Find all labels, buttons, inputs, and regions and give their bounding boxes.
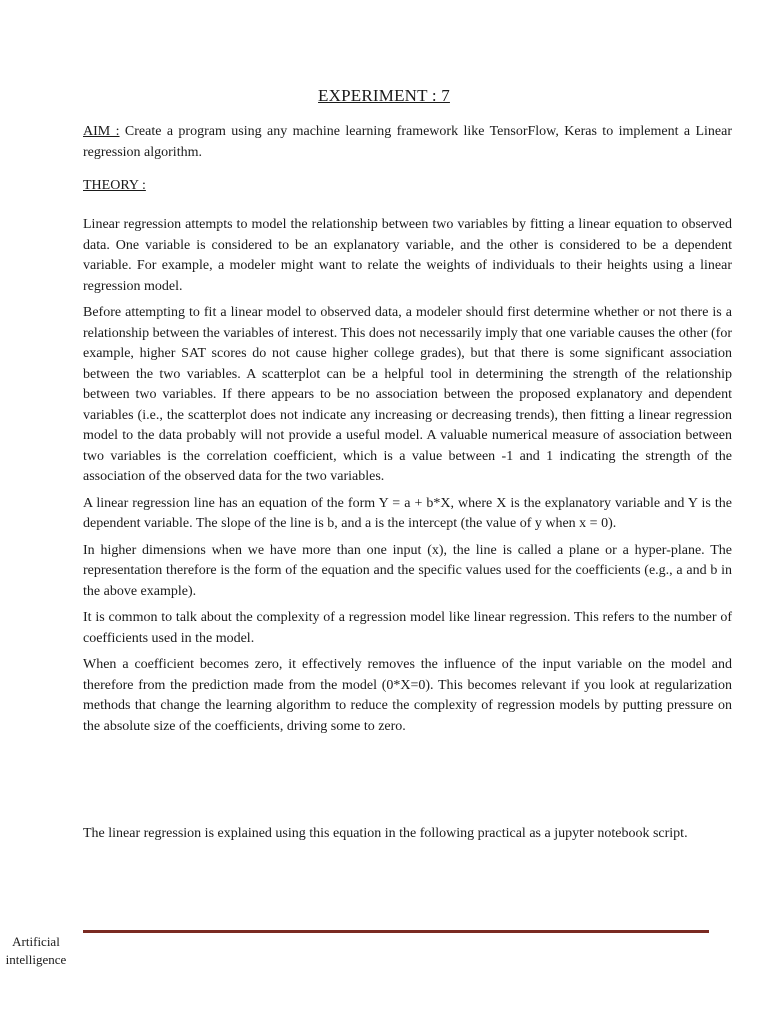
aim-text: Create a program using any machine learning framework like TensorFlow, Keras to implement a Linear regression algorithm.: [83, 124, 732, 160]
theory-paragraph: Linear regression attempts to model the relationship between two variables by fitting a linear equation to observed data. One variable is considered to be an explanatory variable, and the other is considered to be a dependent variable. For example, a modeler might want to relate the weights of individuals to their heights using a linear regression model.: [83, 217, 732, 294]
aim-label: AIM :: [83, 124, 120, 139]
footer-label-line: intelligence: [5, 952, 67, 967]
footer-label: [0, 933, 72, 969]
theory-paragraph: Before attempting to fit a linear model to observed data, a modeler should first determine whether or not there is a relationship between the variables of interest. This does not necessarily imply that one variable causes the other (for example, higher SAT scores do not cause higher college grades), but that there is some significant association between the two variables. A scatterplot can be a helpful tool in determining the strength of the relationship between two variables. If there appears to be no association between the proposed explanatory and dependent variables (i.e., the scatterplot does not indicate any increasing or decreasing trends), then fitting a linear regression model to the data probably will not provide a useful model. A valuable numerical measure of association between two variables is the correlation coefficient, which is a value between -1 and 1 indicating the strength of the association of the observed data for the two variables.: [83, 305, 732, 484]
theory-paragraph: A linear regression line has an equation of the form Y = a + b*X, where X is the explanatory variable and Y is the dependent variable. The slope of the line is b, and a is the intercept (the value of y when x = 0).: [83, 495, 732, 531]
closing-paragraph: The linear regression is explained using this equation in the following practical as a jupyter notebook script.: [83, 826, 688, 841]
theory-body: [83, 215, 732, 743]
theory-heading: THEORY :: [83, 178, 146, 193]
theory-paragraph: It is common to talk about the complexity of a regression model like linear regression. This refers to the number of coefficients used in the model.: [83, 610, 732, 646]
page-title: EXPERIMENT : 7: [318, 86, 450, 105]
aim-statement: [83, 121, 732, 163]
footer-divider: [83, 930, 709, 933]
footer-label-line: Artificial: [12, 934, 60, 949]
theory-paragraph: In higher dimensions when we have more than one input (x), the line is called a plane or a hyper-plane. The representation therefore is the form of the equation and the specific values used for the coefficients (e.g., a and b in the above example).: [83, 542, 732, 599]
theory-paragraph: When a coefficient becomes zero, it effectively removes the influence of the input variable on the model and therefore from the prediction made from the model (0*X=0). This becomes relevant if you look at regularization methods that change the learning algorithm to reduce the complexity of regression models by putting pressure on the absolute size of the coefficients, driving some to zero.: [83, 657, 732, 734]
